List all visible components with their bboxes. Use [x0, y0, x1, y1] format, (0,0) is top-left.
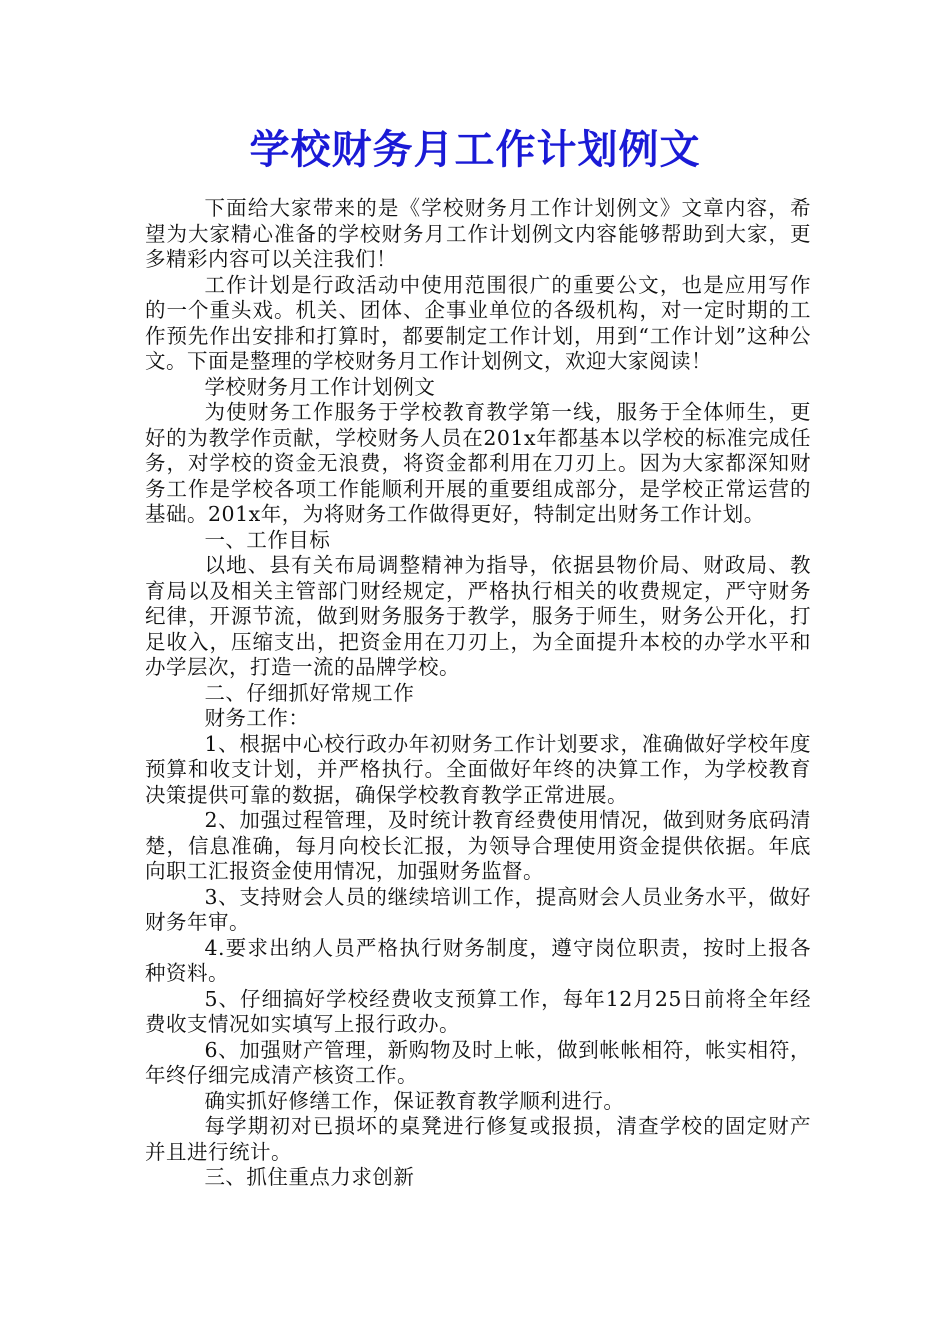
list-item-5: 5、仔细搞好学校经费收支预算工作，每年12月25日前将全年经费收支情况如实填写上报行政办。 — [145, 986, 811, 1036]
paragraph-goals: 以地、县有关布局调整精神为指导，依据县物价局、财政局、教育局以及相关主管部门财经规定，严格执行相关的收费规定，严守财务纪律，开源节流，做到财务服务于教学，服务于师生，财务公开化，打足收入，压缩支出，把资金用在刀刃上，为全面提升本校的办学水平和办学层次，打造一流的品牌学校。 — [145, 553, 811, 679]
paragraph-inventory: 每学期初对已损坏的桌凳进行修复或报损，清查学校的固定财产并且进行统计。 — [145, 1114, 811, 1164]
section-heading-innovation: 三、抓住重点力求创新 — [204, 1165, 415, 1189]
list-item-4: 4.要求出纳人员严格执行财务制度，遵守岗位职责，按时上报各种资料。 — [145, 935, 811, 985]
list-item-1: 1、根据中心校行政办年初财务工作计划要求，准确做好学校年度预算和收支计划，并严格执行。全面做好年终的决算工作，为学校教育决策提供可靠的数据，确保学校教育教学正常进展。 — [145, 731, 811, 807]
section-heading-routine: 二、仔细抓好常规工作 — [204, 680, 415, 705]
paragraph-finance-label: 财务工作： — [204, 706, 310, 730]
list-item-6: 6、加强财产管理，新购物及时上帐，做到帐帐相符，帐实相符，年终仔细完成清产核资工作。 — [145, 1037, 811, 1087]
paragraph-subtitle: 学校财务月工作计划例文 — [204, 374, 436, 399]
list-item-3: 3、支持财会人员的继续培训工作，提高财会人员业务水平，做好财务年审。 — [145, 884, 811, 934]
paragraph-about-work-plan: 工作计划是行政活动中使用范围很广的重要公文，也是应用写作的一个重头戏。机关、团体、企事业单位的各级机构，对一定时期的工作预先作出安排和打算时，都要制定工作计划，用到“工作计划”这种公文。下面是整理的学校财务月工作计划例文，欢迎大家阅读！ — [145, 272, 811, 373]
document-body — [145, 196, 811, 1191]
paragraph-repair: 确实抓好修缮工作，保证教育教学顺利进行。 — [204, 1088, 625, 1113]
section-heading-goals: 一、工作目标 — [204, 527, 331, 552]
list-item-2: 2、加强过程管理，及时统计教育经费使用情况，做到财务底码清楚，信息准确，每月向校长汇报，为领导合理使用资金提供依据。年底向职工汇报资金使用情况，加强财务监督。 — [145, 808, 811, 883]
document-title: 学校财务月工作计划例文 — [249, 126, 701, 173]
paragraph-preface: 为使财务工作服务于学校教育教学第一线，服务于全体师生，更好的为教学作贡献，学校财务人员在201x年都基本以学校的标准完成任务，对学校的资金无浪费，将资金都利用在刀刃上。因为大家都深知财务工作是学校各项工作能顺利开展的重要组成部分，是学校正常运营的基础。201x年，为将财务工作做得更好，特制定出财务工作计划。 — [145, 400, 811, 526]
paragraph-intro: 下面给大家带来的是《学校财务月工作计划例文》文章内容，希望为大家精心准备的学校财务月工作计划例文内容能够帮助到大家，更多精彩内容可以关注我们！ — [145, 196, 811, 271]
